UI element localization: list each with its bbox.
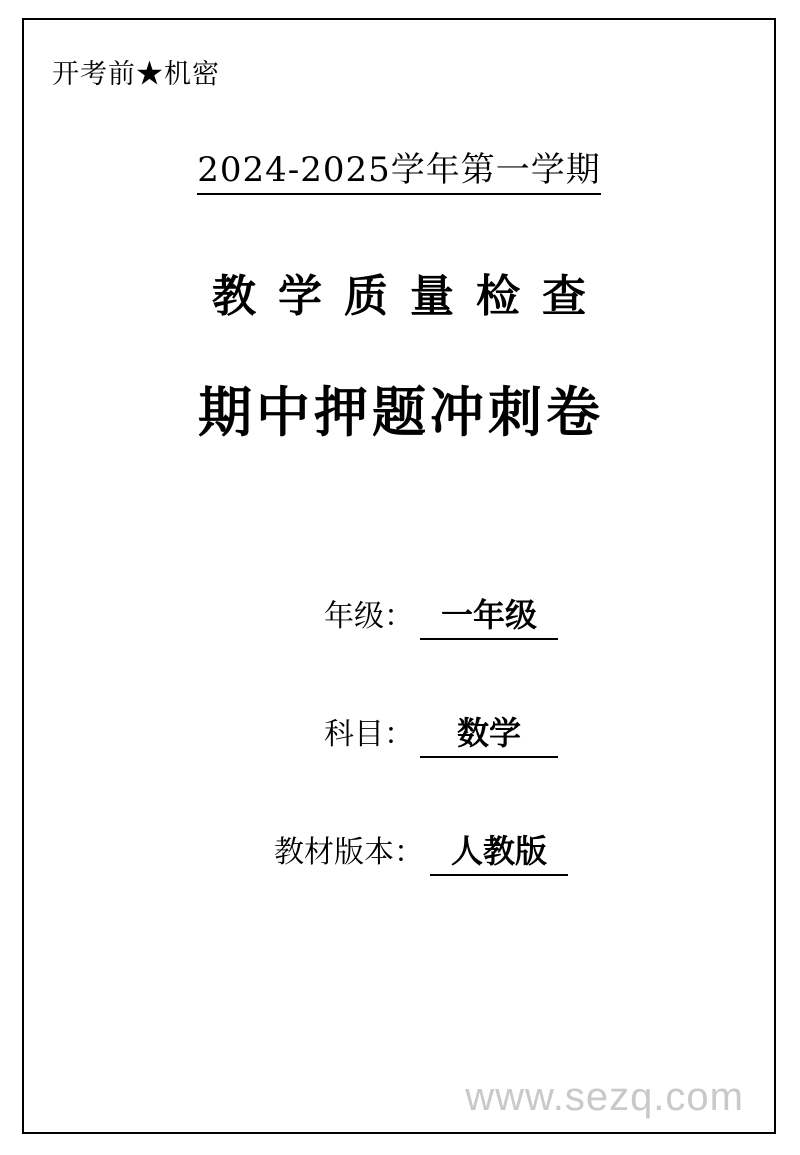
page-title: 教学质量检查 [212, 271, 608, 322]
secrecy-notice: 开考前★机密 [52, 59, 220, 90]
field-subject-value: 数学 [420, 708, 558, 758]
term-line [24, 142, 774, 195]
term-text: 2024-2025学年第一学期 [197, 142, 601, 195]
field-subject [66, 708, 800, 758]
watermark: www.sezq.com [465, 1075, 744, 1119]
exam-cover-page [22, 18, 776, 1134]
field-edition-value: 人教版 [430, 826, 568, 876]
field-grade-value: 一年级 [420, 590, 558, 640]
field-edition-label: 教材版本： [274, 835, 424, 870]
field-subject-label: 科目： [324, 717, 414, 752]
field-grade-label: 年级： [324, 599, 414, 634]
page-subtitle: 期中押题冲刺卷 [198, 380, 604, 444]
field-list [24, 590, 774, 944]
field-grade [66, 590, 800, 640]
field-edition [46, 826, 796, 876]
